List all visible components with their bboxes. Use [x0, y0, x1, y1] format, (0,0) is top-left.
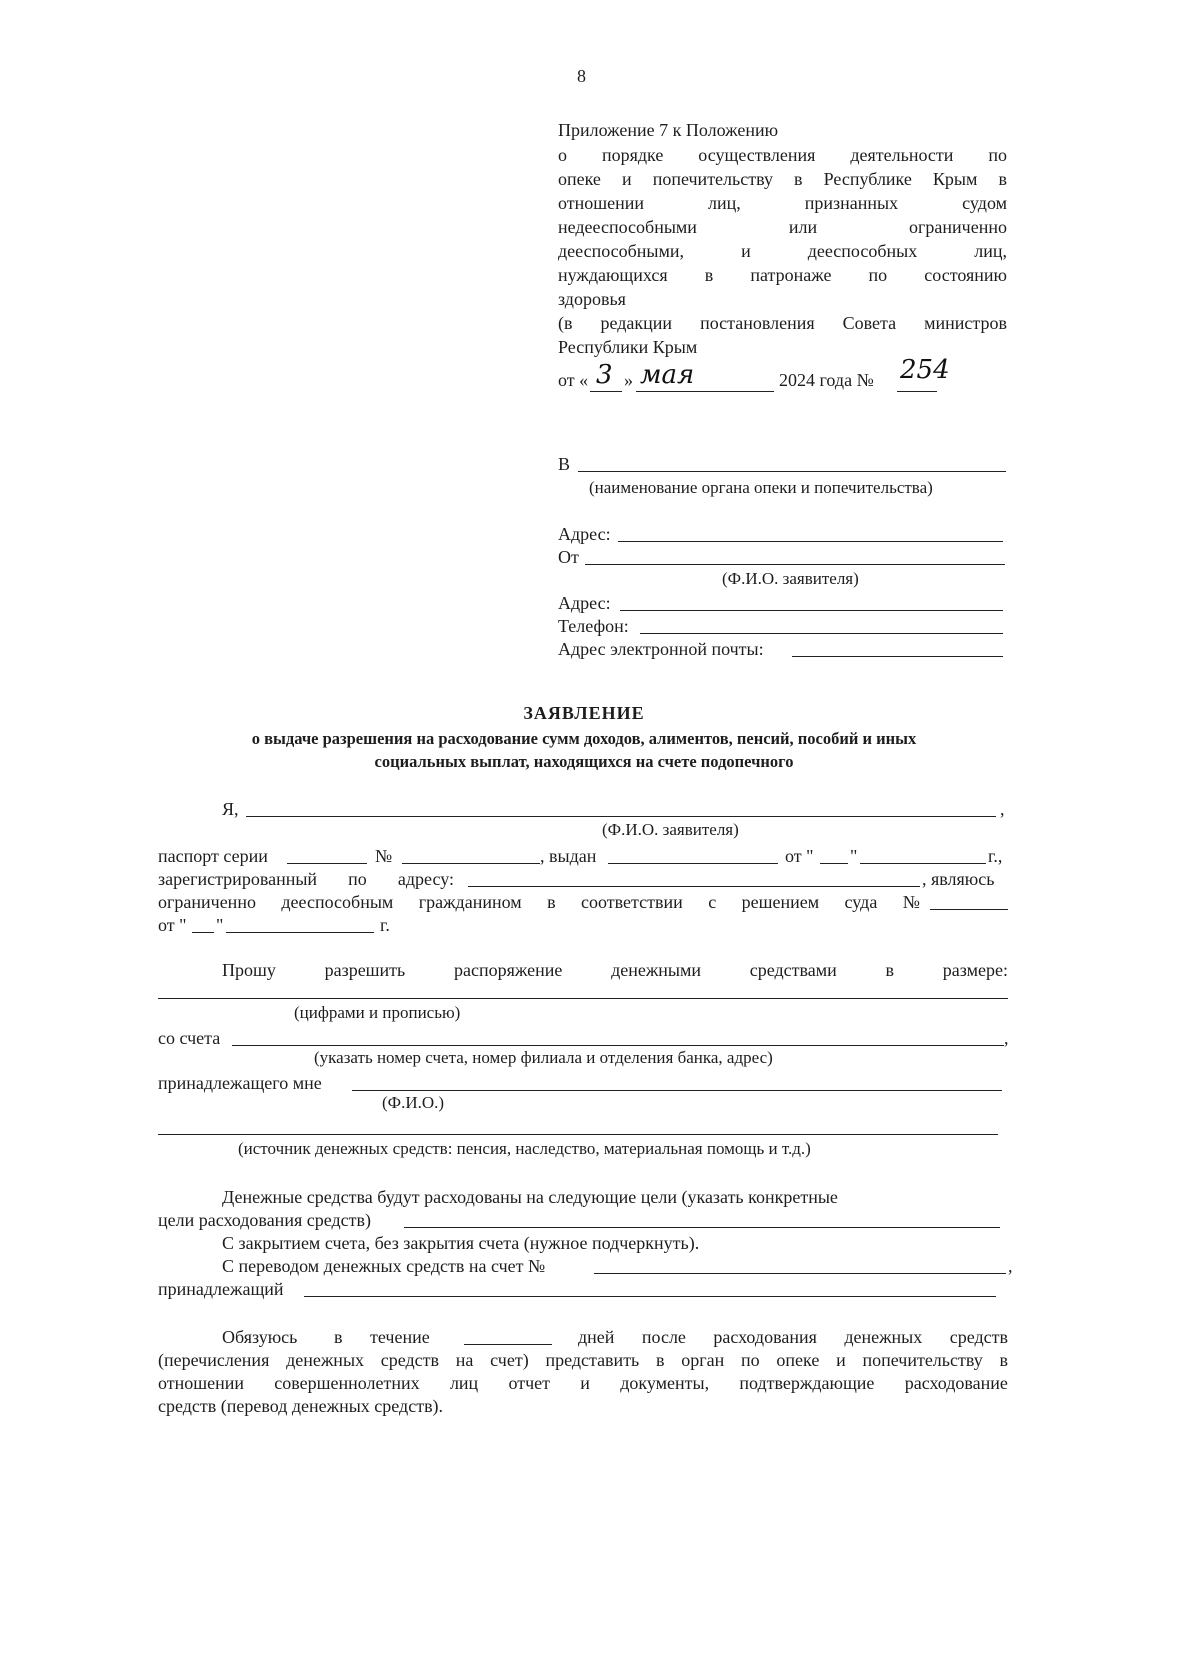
address2-label: Адрес:: [558, 593, 611, 613]
word: по: [348, 869, 367, 889]
handwritten-day: 3: [596, 360, 613, 390]
quote-close: ": [216, 915, 224, 935]
passport-number-field[interactable]: [402, 863, 540, 864]
email-label: Адрес электронной почты:: [558, 639, 764, 659]
number-sign: №: [375, 846, 393, 866]
transfer-account-field[interactable]: [594, 1273, 1006, 1274]
issue-month-year-field[interactable]: [860, 863, 986, 864]
statement-subtitle: социальных выплат, находящихся на счете подопечного: [374, 752, 794, 771]
from-label: От: [558, 547, 579, 567]
para-line: средств (перевод денежных средств).: [158, 1396, 444, 1416]
account-field[interactable]: [232, 1045, 1004, 1046]
appendix-title: Приложение 7 к Положению: [558, 120, 779, 140]
belonging2-label: принадлежащий: [158, 1279, 284, 1299]
word: отношении: [158, 1373, 245, 1393]
handwritten-number: 254: [900, 355, 950, 385]
oblige-start: Обязуюсь: [222, 1327, 298, 1347]
purpose-line: Денежные средства будут расходованы на следующие цели (указать конкретные: [222, 1187, 838, 1207]
applicant-name-field[interactable]: [246, 816, 996, 817]
word: дееспособным: [281, 892, 394, 912]
word: адресу:: [397, 869, 454, 889]
email-field[interactable]: [792, 656, 1003, 657]
word: зарегистрированный: [158, 869, 318, 889]
oblige-para: [158, 1348, 1008, 1372]
address2-field[interactable]: [620, 610, 1003, 611]
word: расходование: [904, 1373, 1008, 1393]
to-label: В: [558, 454, 571, 474]
oblige-rest: [578, 1325, 1008, 1349]
word: течение: [370, 1327, 430, 1347]
days-field[interactable]: [464, 1344, 552, 1345]
quote-close: ": [850, 846, 858, 866]
phone-label: Телефон:: [558, 616, 629, 636]
purpose-field[interactable]: [404, 1227, 1000, 1228]
account-caption: (указать номер счета, номер филиала и отделения банка, адрес): [314, 1048, 773, 1067]
transfer-owner-field[interactable]: [304, 1296, 996, 1297]
year-g: г.: [380, 915, 390, 935]
word: разрешить: [324, 960, 406, 980]
issued-by-field[interactable]: [608, 863, 778, 864]
word: решением: [741, 892, 820, 912]
passport-series-label: паспорт серии: [158, 846, 268, 866]
handwritten-month: мая: [640, 360, 695, 390]
decision-date-label: от ": [158, 915, 187, 935]
from-caption: (Ф.И.О. заявителя): [722, 569, 859, 588]
statement-title: ЗАЯВЛЕНИЕ: [523, 703, 645, 723]
court-decision-number-field[interactable]: [930, 909, 1008, 910]
word: в: [885, 960, 895, 980]
word: денежных: [844, 1327, 923, 1347]
word: совершеннолетних: [274, 1373, 420, 1393]
word: средствами: [749, 960, 837, 980]
date-mid: »: [624, 370, 633, 390]
word: подтверждающие: [739, 1373, 875, 1393]
fio-caption: (Ф.И.О. заявителя): [602, 820, 739, 839]
word: №: [902, 892, 920, 912]
word: размере:: [942, 960, 1008, 980]
address-label: Адрес:: [558, 524, 611, 544]
source-caption: (источник денежных средств: пенсия, наследство, материальная помощь и т.д.): [238, 1139, 811, 1158]
word: после: [641, 1327, 686, 1347]
edition-line: (в редакции постановления Совета министров: [558, 313, 1007, 333]
amount-field[interactable]: [158, 998, 1008, 999]
word: гражданином: [418, 892, 522, 912]
edition-line: Республики Крым: [558, 337, 698, 357]
comma: ,: [1000, 799, 1005, 819]
month-underline: [636, 391, 774, 392]
source-field[interactable]: [158, 1134, 998, 1135]
appendix-line: отношении лиц, признанных судом: [558, 193, 1007, 213]
word: лиц: [449, 1373, 479, 1393]
page-number: 8: [577, 66, 586, 86]
word: отчет: [508, 1373, 551, 1393]
word: денежными: [611, 960, 702, 980]
comma: ,: [1008, 1256, 1013, 1276]
number-underline: [897, 391, 937, 392]
appendix-line: нуждающихся в патронаже по состоянию: [558, 265, 1007, 285]
date-year: 2024 года №: [779, 370, 874, 390]
account-from-label: со счета: [158, 1028, 221, 1048]
appendix-line: опеке и попечительству в Республике Крым в: [558, 169, 1007, 189]
transfer-label: С переводом денежных средств на счет №: [222, 1256, 546, 1276]
decision-day-field[interactable]: [192, 932, 214, 933]
word: с: [708, 892, 717, 912]
word: и: [580, 1373, 590, 1393]
issue-day-field[interactable]: [820, 863, 848, 864]
from-field[interactable]: [585, 564, 1005, 565]
word: в: [547, 892, 556, 912]
word: распоряжение: [454, 960, 563, 980]
fio-short-caption: (Ф.И.О.): [382, 1093, 445, 1112]
phone-field[interactable]: [640, 633, 1003, 634]
limited-capacity-label: [158, 890, 920, 914]
word: расходования: [713, 1327, 817, 1347]
amount-caption: (цифрами и прописью): [294, 1003, 461, 1022]
purpose-line: цели расходования средств): [158, 1210, 371, 1230]
word: в: [334, 1327, 343, 1347]
word: суда: [844, 892, 878, 912]
issued-label: , выдан: [540, 846, 597, 866]
to-field[interactable]: [578, 471, 1006, 472]
para-line: (перечисления денежных средств на счет) представить в орган по опеке и попечительству в: [158, 1350, 1008, 1370]
word: ограниченно: [158, 892, 256, 912]
word: Прошу: [222, 960, 276, 980]
closure-line: С закрытием счета, без закрытия счета (нужное подчеркнуть).: [222, 1233, 700, 1253]
request-line: [222, 958, 1008, 982]
decision-month-year-field[interactable]: [226, 932, 374, 933]
appendix-line: здоровья: [558, 289, 626, 309]
statement-subtitle: о выдаче разрешения на расходование сумм доходов, алиментов, пенсий, пособий и иных: [251, 729, 917, 748]
registered-label: [158, 867, 454, 891]
date-from-label: от ": [785, 846, 814, 866]
appendix-line: о порядке осуществления деятельности по: [558, 145, 1007, 165]
to-caption: (наименование органа опеки и попечительства): [589, 478, 933, 497]
passport-series-field[interactable]: [287, 863, 367, 864]
appendix-body: [558, 143, 1007, 359]
year-suffix: г.,: [988, 846, 1003, 866]
address-field[interactable]: [618, 541, 1003, 542]
word: средств: [949, 1327, 1008, 1347]
comma: ,: [1004, 1028, 1009, 1048]
para-line: [158, 1371, 1008, 1395]
word: дней: [578, 1327, 615, 1347]
appendix-line: недееспособными или ограниченно: [558, 217, 1007, 237]
belonging-label: принадлежащего мне: [158, 1073, 322, 1093]
being-label: , являюсь: [922, 869, 995, 889]
word: документы,: [620, 1373, 710, 1393]
date-prefix: от «: [558, 370, 589, 390]
ya-label: Я,: [222, 799, 239, 819]
registered-address-field[interactable]: [468, 886, 920, 887]
word: соответствии: [581, 892, 683, 912]
appendix-line: дееспособными, и дееспособных лиц,: [558, 241, 1007, 261]
day-underline: [590, 391, 622, 392]
owner-field[interactable]: [352, 1090, 1002, 1091]
